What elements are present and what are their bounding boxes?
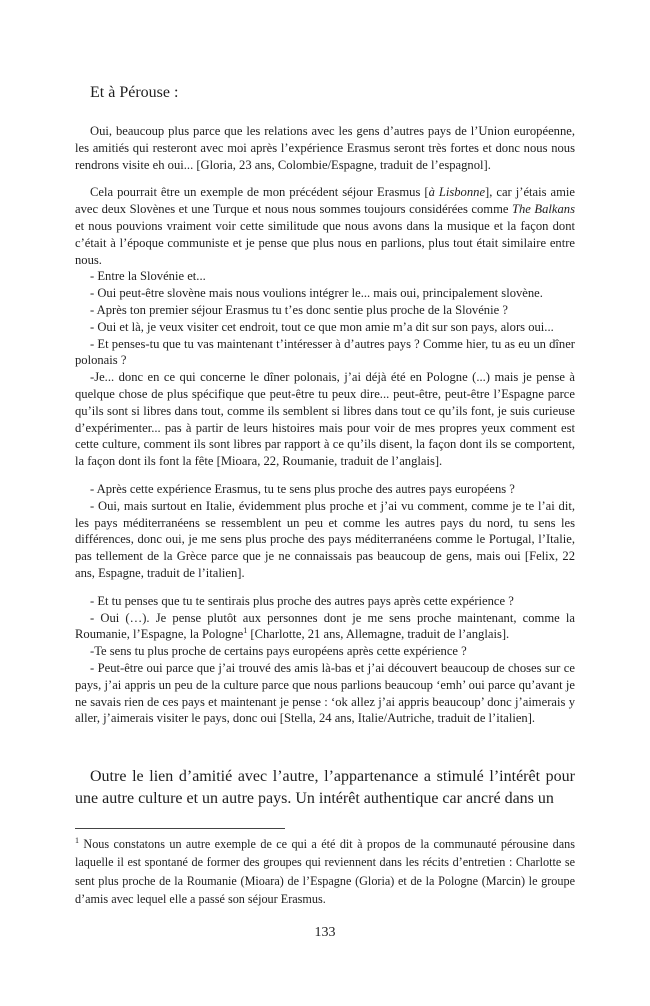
page-number: 133 <box>314 925 336 940</box>
section-heading: Et à Pérouse : <box>90 84 179 101</box>
body-text <box>75 766 575 810</box>
footnote-marker: 1 <box>75 835 79 845</box>
quote-block <box>75 123 575 173</box>
footnote-paragraph <box>75 835 575 909</box>
italic-place: à Lisbonne <box>428 185 486 200</box>
quote-paragraph: - Après ton premier séjour Erasmus tu t’es donc sentie plus proche de la Slovénie ? <box>90 302 508 317</box>
quote-paragraph: Cela pourrait être un exemple de mon précédent séjour Erasmus [à Lisbonne], car j’étais amie avec deux Slovènes et une Turque et nous nous sommes toujours considérées comme The Balkans et nous pouvions vraiment voir cette similitude que nous avons dans la musique et la façon dont c’était à l’époque communiste et je pense que plus nous en parlions, plus tout était similaire entre nous. <box>75 185 575 267</box>
footnote <box>75 835 575 909</box>
quote-paragraph: - Peut-être oui parce que j’ai trouvé des amis là-bas et j’ai découvert beaucoup de choses sur ce pays, j’ai appris un peu de la culture parce que nous parlions beaucoup ‘emh’ oui parce qu’avant je ne savais rien de ces pays et maintenant je pense : ‘ok allez j’ai appris beaucoup’ donc j’aimerais y aller, j’aimerais visiter le pays, donc oui [Stella, 24 ans, Italie/Autriche, traduit de l’italien]. <box>75 660 575 726</box>
italic-title: The Balkans <box>511 202 575 217</box>
footnote-text: Nous constatons un autre exemple de ce qui a été dit à propos de la communauté pérousine dans laquelle il est spontané de former des groupes qui reviennent dans les récits d’entretien : Charlotte se sent plus proche de la Roumanie (Mioara) de l’Espagne (Gloria) et de la Pologne (Marcin) le groupe d’amis avec lequel elle a passé son séjour Erasmus. <box>75 837 575 907</box>
quote-block <box>75 593 575 727</box>
quote-paragraph: - Oui peut-être slovène mais nous voulions intégrer le... mais oui, principalement slovène. <box>90 286 543 301</box>
quote-paragraph: - Oui et là, je veux visiter cet endroit, tout ce que mon amie m’a dit sur son pays, alors oui... <box>90 319 554 334</box>
quote-paragraph: -Te sens tu plus proche de certains pays européens après cette expérience ? <box>90 644 467 659</box>
quote-block <box>75 184 575 470</box>
quote-paragraph: - Oui, mais surtout en Italie, évidemment plus proche et j’ai vu comment, comme je te l’ai dit, les pays méditerranéens se ressemblent un peu et comme les autres pays du nord, tu sens les différences, donc oui, je me sens plus proche des pays méditerranéens comme le Portugal, l’Italie, pas tellement de la Grèce parce que je ne connaissais pas beaucoup de gens, mais oui [Felix, 22 ans, Espagne, traduit de l’italien]. <box>75 498 575 580</box>
quote-block <box>75 481 575 582</box>
quote-paragraph: - Entre la Slovénie et... <box>90 269 206 284</box>
interview-quotes <box>75 123 575 727</box>
footnote-reference[interactable]: 1 <box>243 626 248 636</box>
footnote-divider <box>75 828 285 829</box>
quote-paragraph: -Je... donc en ce qui concerne le dîner polonais, j’ai déjà été en Pologne (...) mais je pense à quelque chose de plus spécifique que peut-être tu peux dire... peut-être, peut-être l’Espagne parce qu’ils sont si libres dans tout, comme ils semblent si libres dans tout ce qu’ils font, je suis curieuse d’expérimenter... pas à partir de leurs histoires mais pour voir de mes propres yeux comment est cette culture, comment ils sont libres par rapport à ce qu’ils disent, la façon dont ils se comportent, la façon dont ils font la fête [Mioara, 22, Roumanie, traduit de l’anglais]. <box>75 370 575 469</box>
body-paragraph: Outre le lien d’amitié avec l’autre, l’appartenance a stimulé l’intérêt pour une autre culture et un autre pays. Un intérêt authentique car ancré dans un <box>75 768 575 807</box>
quote-paragraph: Oui, beaucoup plus parce que les relations avec les gens d’autres pays de l’Union européenne, les amitiés qui resteront avec moi après l’expérience Erasmus seront très fortes et donc nous nous rendrons visite eh oui... [Gloria, 23 ans, Colombie/Espagne, traduit de l’espagnol]. <box>75 124 575 172</box>
quote-paragraph: - Et tu penses que tu te sentirais plus proche des autres pays après cette expérience ? <box>90 593 514 608</box>
quote-paragraph: - Et penses-tu que tu vas maintenant t’intéresser à d’autres pays ? Comme hier, tu as eu un dîner polonais ? <box>75 336 575 368</box>
quote-paragraph: - Après cette expérience Erasmus, tu te sens plus proche des autres pays européens ? <box>90 481 515 496</box>
quote-paragraph: - Oui (…). Je pense plutôt aux personnes dont je me sens proche maintenant, comme la Roumanie, l’Espagne, la Pologne$^1$ [Charlotte, 21 ans, Allemagne, traduit de l’anglais]. <box>75 610 575 642</box>
